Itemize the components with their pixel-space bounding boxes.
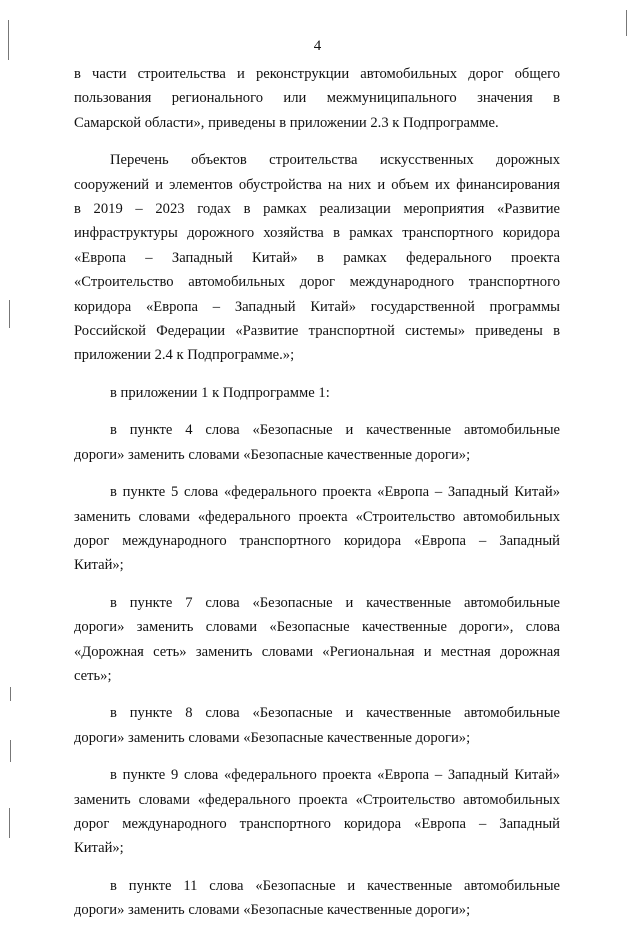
text-line: сооружений и элементов обустройства на них и объем их финансирования [74,176,560,193]
text-line: коридора «Европа – Западный Китай» государственной программы [74,298,560,315]
text-line: «Европа – Западный Китай» в рамках федерального проекта [74,249,560,266]
text-line: Китай»; [74,840,124,857]
paragraph [74,480,560,578]
text-line: в пункте 4 слова «Безопасные и качественные автомобильные [110,422,560,439]
text-line: заменить словами «федерального проекта «Строительство автомобильных [74,791,560,808]
text-line: в пункте 9 слова «федерального проекта «Европа – Западный Китай» [110,767,560,784]
paragraph [74,148,560,368]
scan-artifact [10,687,11,701]
scan-artifact [626,10,627,36]
text-line: дороги» заменить словами «Безопасные качественные дороги»; [74,902,471,919]
text-line: в пункте 11 слова «Безопасные и качественные автомобильные [110,877,560,894]
text-line: «Дорожная сеть» заменить словами «Региональная и местная дорожная [74,643,560,660]
paragraph [74,874,560,923]
text-line: Самарской области», приведены в приложении 2.3 к Подпрограмме. [74,114,499,131]
text-line: приложении 2.4 к Подпрограмме.»; [74,347,295,364]
paragraph [74,381,560,405]
text-line: дорог международного транспортного коридора «Европа – Западный [74,815,560,832]
text-line: в 2019 – 2023 годах в рамках реализации мероприятия «Развитие [74,201,560,218]
text-line: дорог международного транспортного коридора «Европа – Западный [74,532,560,549]
page-number: 4 [313,38,322,54]
text-line: в пункте 7 слова «Безопасные и качественные автомобильные [110,594,560,611]
paragraph [74,591,560,689]
text-line: в пункте 5 слова «федерального проекта «Европа – Западный Китай» [110,484,560,501]
paragraph [74,62,560,135]
text-line: дороги» заменить словами «Безопасные качественные дороги»; [74,446,471,463]
text-line: дороги» заменить словами «Безопасные качественные дороги», слова [74,619,560,636]
paragraph [74,701,560,750]
paragraph [74,763,560,861]
text-line: инфраструктуры дорожного хозяйства в рамках транспортного коридора [74,225,560,242]
paragraph [74,418,560,467]
text-line: сеть»; [74,667,112,684]
text-line: заменить словами «федерального проекта «Строительство автомобильных [74,508,560,525]
scan-artifact [9,300,10,328]
text-line: пользования регионального или межмуниципального значения в [74,90,560,107]
text-line: дороги» заменить словами «Безопасные качественные дороги»; [74,729,471,746]
text-line: в пункте 8 слова «Безопасные и качественные автомобильные [110,705,560,722]
scan-artifact [10,740,11,762]
text-line: Китай»; [74,557,124,574]
text-line: в части строительства и реконструкции автомобильных дорог общего [74,66,560,82]
scan-artifact [8,20,9,60]
scan-artifact [9,808,10,838]
text-line: «Строительство автомобильных дорог международного транспортного [74,274,560,291]
document-body [74,62,560,936]
text-line: Российской Федерации «Развитие транспортной системы» приведены в [74,323,560,340]
text-line: в приложении 1 к Подпрограмме 1: [110,384,330,401]
text-line: Перечень объектов строительства искусственных дорожных [110,152,560,169]
